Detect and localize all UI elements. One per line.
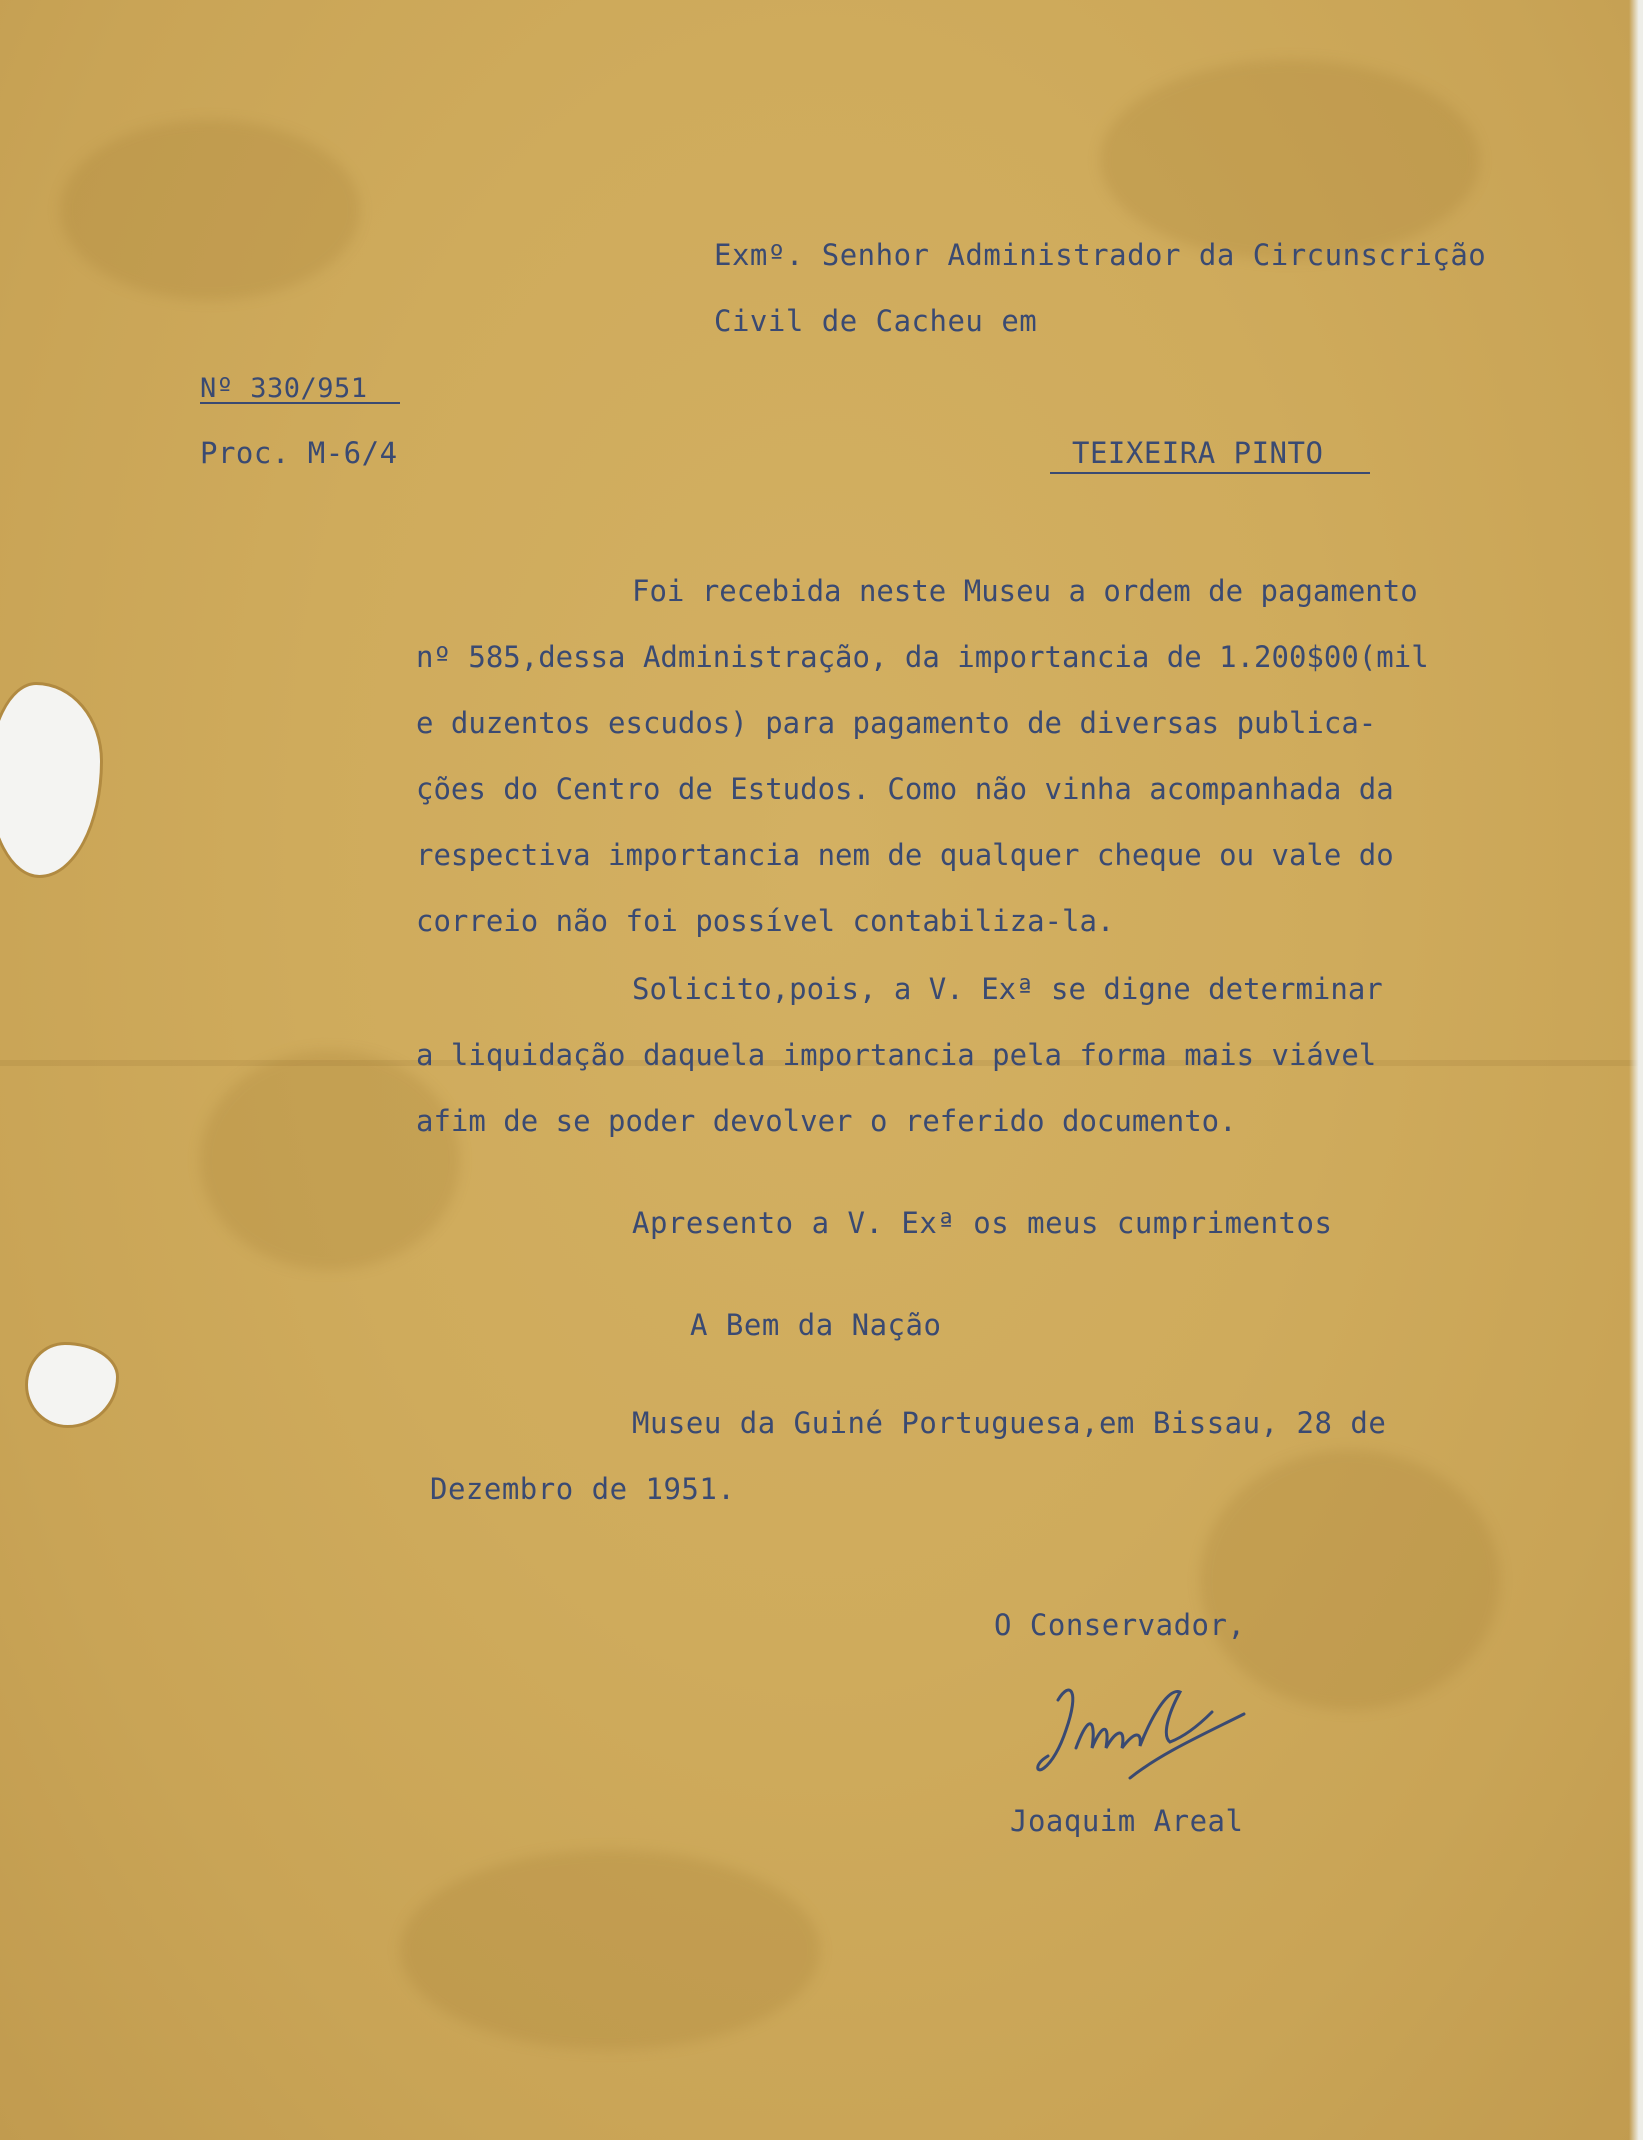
- place-date-line-1: Museu da Guiné Portuguesa,em Bissau, 28 de: [632, 1406, 1387, 1440]
- process-number: Proc. M-6/4: [200, 436, 398, 470]
- paragraph-line: respectiva importancia nem de qualquer cheque ou vale do: [416, 838, 1394, 872]
- paper-stain: [200, 1050, 460, 1270]
- paragraph-line: nº 585,dessa Administração, da importancia de 1.200$00(mil: [416, 640, 1429, 674]
- torn-hole: [28, 1345, 116, 1425]
- paper-stain: [400, 1850, 820, 2050]
- paper-edge: [1629, 0, 1643, 2140]
- place-date-line-2: Dezembro de 1951.: [430, 1472, 736, 1506]
- destination-underline: [1050, 472, 1370, 474]
- handwritten-signature: [1030, 1670, 1270, 1820]
- closing-motto: A Bem da Nação: [690, 1308, 942, 1342]
- paper-stain: [60, 120, 360, 300]
- addressee-line-1: Exmº. Senhor Administrador da Circunscrição: [714, 238, 1487, 272]
- paper-stain: [1100, 60, 1480, 260]
- signatory-name: Joaquim Areal: [1010, 1804, 1244, 1838]
- paragraph-line: a liquidação daquela importancia pela forma mais viável: [416, 1038, 1377, 1072]
- torn-hole: [0, 685, 100, 875]
- closing-greeting: Apresento a V. Exª os meus cumprimentos: [632, 1206, 1333, 1240]
- paragraph-line: Solicito,pois, a V. Exª se digne determinar: [632, 972, 1383, 1006]
- signatory-title: O Conservador,: [994, 1608, 1246, 1642]
- destination: TEIXEIRA PINTO: [1072, 436, 1324, 470]
- paragraph-line: e duzentos escudos) para pagamento de diversas publica-: [416, 706, 1377, 740]
- paragraph-line: afim de se poder devolver o referido documento.: [416, 1104, 1237, 1138]
- reference-underline: [200, 402, 400, 404]
- reference-number: Nº 330/951: [200, 373, 368, 404]
- paragraph-line: correio não foi possível contabiliza-la.: [416, 904, 1115, 938]
- addressee-line-2: Civil de Cacheu em: [714, 304, 1038, 338]
- paragraph-line: ções do Centro de Estudos. Como não vinha acompanhada da: [416, 772, 1394, 806]
- paragraph-line: Foi recebida neste Museu a ordem de pagamento: [632, 574, 1418, 608]
